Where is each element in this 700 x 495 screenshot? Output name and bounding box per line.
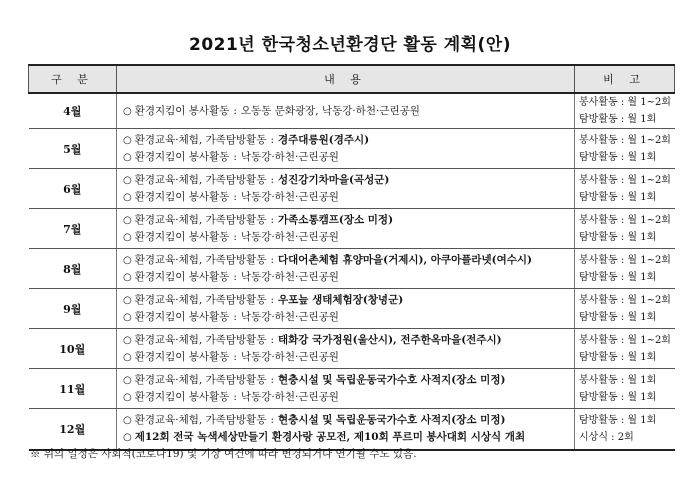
content-line (123, 229, 574, 246)
content-line (123, 332, 574, 349)
month-cell: 6월 (29, 169, 117, 209)
circle-bullet-icon: ○ (123, 414, 132, 426)
circle-bullet-icon: ○ (123, 231, 132, 243)
colon-separator: : (233, 190, 237, 203)
note-line: 시상식 : 2회 (579, 431, 634, 443)
activity-location-value: 오동동 문화광장, 낙동강·하천·근린공원 (240, 104, 420, 117)
note-line: 탐방활동 : 월 1회 (579, 114, 657, 125)
month-cell: 9월 (29, 289, 117, 329)
circle-bullet-icon: ○ (123, 351, 132, 363)
table-row (29, 209, 675, 249)
content-line (123, 429, 574, 446)
table-row (29, 129, 675, 169)
colon-separator: : (270, 213, 275, 226)
month-cell: 12월 (29, 409, 117, 450)
content-line (123, 292, 574, 309)
month-cell: 8월 (29, 249, 117, 289)
note-line: 봉사활동 : 월 1회 (579, 374, 657, 386)
colon-separator: : (233, 104, 237, 117)
circle-bullet-icon: ○ (123, 334, 132, 346)
colon-separator: : (233, 350, 237, 363)
circle-bullet-icon: ○ (123, 191, 132, 203)
content-cell (117, 209, 575, 249)
header-content: 내 용 (117, 65, 575, 93)
activity-type-label: 환경지킴이 봉사활동 (134, 150, 230, 163)
content-cell (117, 329, 575, 369)
table-row (29, 169, 675, 209)
circle-bullet-icon: ○ (123, 105, 132, 117)
circle-bullet-icon: ○ (123, 214, 132, 226)
activity-location-value: 현충시설 및 독립운동국가수호 사적지(장소 미정) (278, 413, 506, 426)
note-line: 탐방활동 : 월 1회 (579, 391, 657, 403)
activity-type-label: 환경교육·체험, 가족탐방활동 (134, 373, 267, 386)
note-line: 탐방활동 : 월 1회 (579, 351, 657, 363)
activity-location-value: 낙동강·하천·근린공원 (240, 310, 339, 323)
note-line: 봉사활동 : 월 1~2회 (579, 97, 671, 108)
note-cell (575, 289, 675, 329)
note-line: 봉사활동 : 월 1~2회 (579, 294, 671, 306)
footnote: ※ 위의 일정은 사회적(코로나19) 및 기상 여건에 따라 변경되거나 연기될 수도 있음. (30, 448, 417, 460)
colon-separator: : (270, 333, 275, 346)
table-row (29, 409, 675, 450)
content-cell (117, 289, 575, 329)
content-line (123, 189, 574, 206)
activity-type-label: 환경교육·체험, 가족탐방활동 (134, 213, 267, 226)
note-cell (575, 369, 675, 409)
colon-separator: : (233, 310, 237, 323)
activity-location-value: 낙동강·하천·근린공원 (240, 190, 339, 203)
note-line: 탐방활동 : 월 1회 (579, 191, 657, 203)
table-row (29, 249, 675, 289)
activity-type-label: 환경교육·체험, 가족탐방활동 (134, 413, 267, 426)
note-line: 봉사활동 : 월 1~2회 (579, 214, 671, 226)
circle-bullet-icon: ○ (123, 271, 132, 283)
activity-location-value: 제12회 전국 녹색세상만들기 환경사랑 공모전, 제10회 푸르미 봉사대회 시상식 개최 (134, 430, 526, 443)
colon-separator: : (270, 293, 275, 306)
circle-bullet-icon: ○ (123, 134, 132, 146)
content-line (123, 309, 574, 326)
colon-separator: : (270, 253, 275, 266)
colon-separator: : (270, 133, 275, 146)
activity-type-label: 환경지킴이 봉사활동 (134, 190, 230, 203)
colon-separator: : (233, 230, 237, 243)
note-cell (575, 409, 675, 450)
activity-location-value: 낙동강·하천·근린공원 (240, 390, 339, 403)
activity-type-label: 환경교육·체험, 가족탐방활동 (134, 173, 267, 186)
circle-bullet-icon: ○ (123, 254, 132, 266)
colon-separator: : (270, 413, 275, 426)
activity-location-value: 다대어촌체험 휴양마을(거제시), 아쿠아플라넷(여수시) (278, 253, 532, 266)
circle-bullet-icon: ○ (123, 294, 132, 306)
activity-type-label: 환경교육·체험, 가족탐방활동 (134, 253, 267, 266)
content-line (123, 212, 574, 229)
activity-type-label: 환경교육·체험, 가족탐방활동 (134, 133, 267, 146)
table-row (29, 329, 675, 369)
activity-type-label: 환경지킴이 봉사활동 (134, 270, 230, 283)
note-line: 봉사활동 : 월 1~2회 (579, 334, 671, 346)
activity-type-label: 환경지킴이 봉사활동 (134, 104, 230, 117)
colon-separator: : (233, 390, 237, 403)
note-line: 탐방활동 : 월 1회 (579, 271, 657, 283)
month-cell: 5월 (29, 129, 117, 169)
note-cell (575, 209, 675, 249)
activity-location-value: 성진강기차마을(곡성군) (278, 173, 390, 186)
activity-location-value: 낙동강·하천·근린공원 (240, 350, 339, 363)
content-line (123, 252, 574, 269)
circle-bullet-icon: ○ (123, 151, 132, 163)
note-cell (575, 169, 675, 209)
note-cell (575, 129, 675, 169)
activity-location-value: 낙동강·하천·근린공원 (240, 230, 339, 243)
note-line: 봉사활동 : 월 1~2회 (579, 134, 671, 146)
circle-bullet-icon: ○ (123, 174, 132, 186)
content-line (123, 172, 574, 189)
activity-plan-table (28, 64, 675, 451)
content-cell (117, 129, 575, 169)
table-header-row (29, 65, 675, 93)
content-line (123, 389, 574, 406)
header-note: 비 고 (575, 65, 675, 93)
circle-bullet-icon: ○ (123, 391, 132, 403)
activity-location-value: 낙동강·하천·근린공원 (240, 150, 339, 163)
content-line (123, 412, 574, 429)
note-line: 봉사활동 : 월 1~2회 (579, 254, 671, 266)
activity-type-label: 환경지킴이 봉사활동 (134, 310, 230, 323)
note-cell (575, 93, 675, 129)
note-line: 탐방활동 : 월 1회 (579, 414, 657, 426)
content-cell (117, 369, 575, 409)
month-cell: 10월 (29, 329, 117, 369)
content-line (123, 372, 574, 389)
activity-location-value: 현충시설 및 독립운동국가수호 사적지(장소 미정) (278, 373, 506, 386)
month-cell: 4월 (29, 93, 117, 129)
colon-separator: : (233, 150, 237, 163)
month-cell: 11월 (29, 369, 117, 409)
content-line (123, 103, 574, 120)
table-row (29, 369, 675, 409)
activity-location-value: 가족소통캠프(장소 미정) (278, 213, 394, 226)
content-cell (117, 409, 575, 450)
note-line: 탐방활동 : 월 1회 (579, 151, 657, 163)
activity-type-label: 환경지킴이 봉사활동 (134, 350, 230, 363)
activity-location-value: 경주대릉원(경주시) (278, 133, 370, 146)
activity-location-value: 우포늪 생태체험장(창녕군) (278, 293, 404, 306)
content-cell (117, 169, 575, 209)
colon-separator: : (233, 270, 237, 283)
content-line (123, 132, 574, 149)
circle-bullet-icon: ○ (123, 374, 132, 386)
note-line: 탐방활동 : 월 1회 (579, 231, 657, 243)
note-line: 탐방활동 : 월 1회 (579, 311, 657, 323)
content-cell (117, 249, 575, 289)
note-line: 봉사활동 : 월 1~2회 (579, 174, 671, 186)
colon-separator: : (270, 173, 275, 186)
note-cell (575, 329, 675, 369)
content-line (123, 349, 574, 366)
content-line (123, 149, 574, 166)
circle-bullet-icon: ○ (123, 311, 132, 323)
activity-location-value: 낙동강·하천·근린공원 (240, 270, 339, 283)
activity-type-label: 환경교육·체험, 가족탐방활동 (134, 333, 267, 346)
table-row (29, 93, 675, 129)
activity-type-label: 환경지킴이 봉사활동 (134, 230, 230, 243)
note-cell (575, 249, 675, 289)
activity-type-label: 환경교육·체험, 가족탐방활동 (134, 293, 267, 306)
activity-location-value: 태화강 국가정원(울산시), 전주한옥마을(전주시) (278, 333, 502, 346)
month-cell: 7월 (29, 209, 117, 249)
page-title: 2021년 한국청소년환경단 활동 계획(안) (188, 35, 512, 55)
circle-bullet-icon: ○ (123, 431, 132, 443)
content-cell (117, 93, 575, 129)
colon-separator: : (270, 373, 275, 386)
table-row (29, 289, 675, 329)
header-category: 구 분 (29, 65, 117, 93)
content-line (123, 269, 574, 286)
activity-type-label: 환경지킴이 봉사활동 (134, 390, 230, 403)
